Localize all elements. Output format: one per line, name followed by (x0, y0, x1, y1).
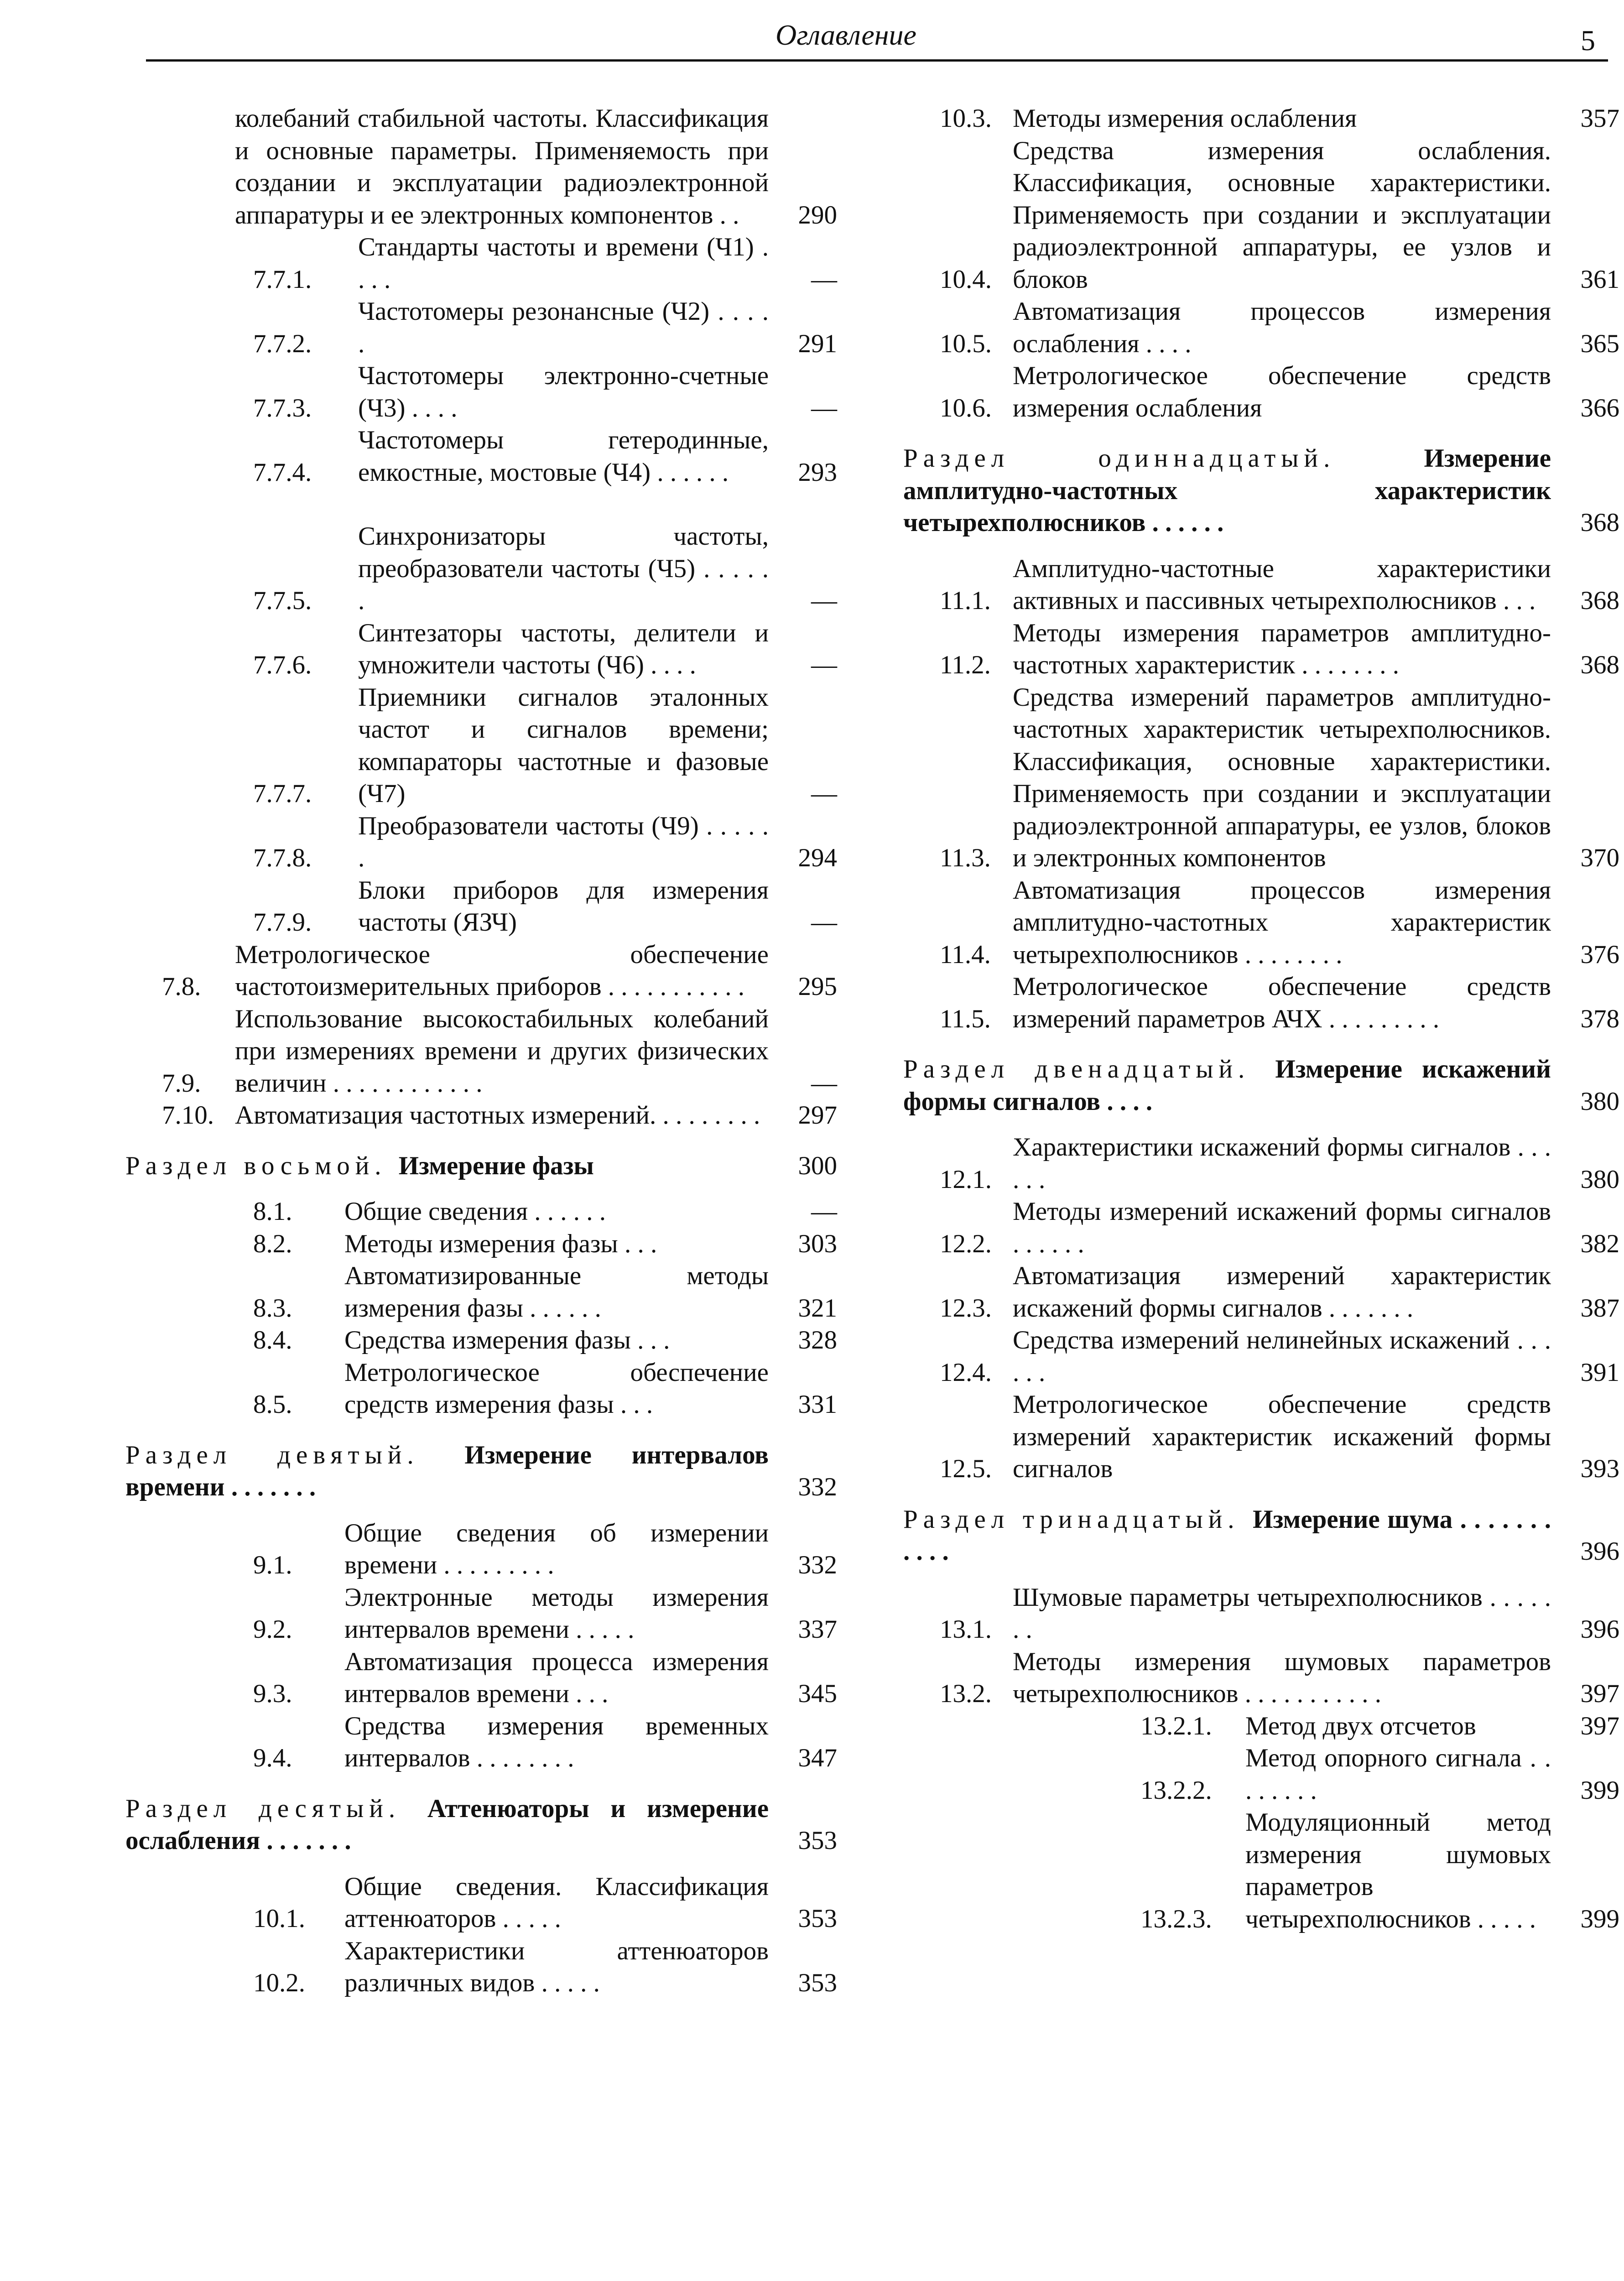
entry-number: 12.3. (940, 1293, 992, 1323)
entry-title: Использование высокостабильных колебаний при измерениях времени и других физических величин . . . . . . . . . . . . (235, 1004, 769, 1098)
entry-page-number: — (811, 908, 837, 937)
section-name: Измерение искажений формы сигналов . . . . (903, 1055, 1551, 1116)
toc-entry (903, 360, 1619, 424)
entry-page-number: 365 (1580, 329, 1619, 358)
entry-title: Синтезаторы частоты, делители и умножители частоты (Ч6) . . . . (358, 618, 769, 679)
toc-entry (903, 103, 1619, 135)
toc-entry (903, 1260, 1619, 1324)
entry-title: Средства измерений параметров амплитудно-частотных характеристик четырехполюсников. Классификация, основные характеристики. Применяемость при создании и эксплуатации радиоэлектронной аппаратуры, ее узлов, блоков и электронных компонентов (1013, 682, 1551, 872)
entry-page-number: 328 (798, 1326, 837, 1354)
entry-title: Средства измерений нелинейных искажений . . . . . . (1013, 1326, 1551, 1387)
entry-page-number: 297 (798, 1101, 837, 1130)
entry-title: Общие сведения. Классификация аттенюаторов . . . . . (344, 1872, 769, 1933)
entry-page-number: — (811, 651, 837, 679)
entry-title: Метрологическое обеспечение частотоизмерительных приборов . . . . . . . . . . . (235, 940, 769, 1001)
toc-entry (125, 1935, 837, 2000)
entry-page-number: — (811, 265, 837, 294)
entry-number: 9.1. (253, 1551, 292, 1579)
toc-entry (125, 424, 837, 489)
entry-number: 7.7.8. (253, 844, 312, 872)
entry-number: 12.2. (940, 1229, 992, 1258)
entry-title: Автоматизация частотных измерений. . . . . . . . . (235, 1101, 760, 1130)
section-title (903, 1053, 1551, 1118)
entry-title: Методы измерения ослабления (1013, 104, 1357, 133)
section-title (125, 1150, 769, 1182)
entry-title: Частотомеры резонансные (Ч2) . . . . . (358, 297, 769, 358)
entry-number: 10.1. (253, 1904, 305, 1933)
entry-number: 13.2.1. (1140, 1711, 1212, 1740)
entry-number: 8.1. (253, 1197, 292, 1226)
toc-entry (903, 1742, 1619, 1807)
entry-number: 11.3. (940, 844, 991, 872)
toc-entry (125, 939, 837, 1003)
entry-page-number: 293 (798, 458, 837, 487)
entry-title: Приемники сигналов эталонных частот и сигналов времени; компараторы частотные и фазовые (Ч7) (358, 682, 769, 808)
entry-title: Средства измерения временных интервалов . . . . . . . . (344, 1711, 769, 1772)
entry-page-number: 353 (798, 1969, 837, 1997)
toc-column-left (125, 103, 837, 2000)
entry-number: 11.1. (940, 586, 991, 615)
toc-section-heading (903, 443, 1619, 539)
entry-page-number: 332 (798, 1473, 837, 1501)
entry-page-number: 368 (1580, 651, 1619, 679)
toc-section-heading (125, 1439, 837, 1504)
entry-title: Общие сведения об измерении времени . . . . . . . . . (344, 1518, 769, 1579)
toc-entry (125, 1260, 837, 1324)
toc-entry (125, 103, 837, 231)
entry-number: 9.4. (253, 1744, 292, 1772)
entry-title: Метрологическое обеспечение средств измерений параметров АЧХ . . . . . . . . . (1013, 972, 1551, 1033)
entry-number: 7.7.6. (253, 651, 312, 679)
entry-page-number: 353 (798, 1904, 837, 1933)
entry-title: Стандарты частоты и времени (Ч1) . . . . (358, 233, 769, 294)
entry-number: 11.2. (940, 651, 991, 679)
entry-number: 10.6. (940, 393, 992, 422)
toc-entry (125, 1517, 837, 1582)
entry-number: 7.7.4. (253, 458, 312, 487)
entry-page-number: 397 (1580, 1711, 1619, 1740)
entry-number: 9.2. (253, 1615, 292, 1644)
entry-title: Автоматизация процессов измерения амплитудно-частотных характеристик четырехполюсников . . . . . . . . (1013, 875, 1551, 969)
entry-page-number: 357 (1580, 104, 1619, 133)
toc-entry (125, 1196, 837, 1228)
entry-number: 7.7.2. (253, 329, 312, 358)
toc-section-heading (903, 1504, 1619, 1568)
entry-number: 12.5. (940, 1454, 992, 1483)
entry-title: Средства измерения фазы . . . (344, 1326, 670, 1354)
entry-title: Методы измерения шумовых параметров четырехполюсников . . . . . . . . . . . (1013, 1647, 1551, 1708)
entry-number: 12.4. (940, 1358, 992, 1387)
toc-entry (903, 617, 1619, 682)
toc-entry (903, 682, 1619, 875)
entry-page-number: 321 (798, 1293, 837, 1323)
section-label: Раздел девятый. (125, 1440, 465, 1469)
toc-entry (125, 521, 837, 617)
entry-number: 7.10. (162, 1101, 214, 1130)
entry-title: Характеристики аттенюаторов различных видов . . . . . (344, 1936, 769, 1997)
entry-title: колебаний стабильной частоты. Классификация и основные параметры. Применяемость при создании и эксплуатации радиоэлектронной аппаратуры и ее электронных компонентов . . (235, 104, 769, 229)
toc-entry (125, 360, 837, 424)
entry-title: Метод двух отсчетов (1245, 1711, 1476, 1740)
entry-title: Частотомеры гетеродинные, емкостные, мостовые (Ч4) . . . . . . (358, 426, 769, 487)
header-rule (146, 59, 1608, 62)
entry-number: 8.2. (253, 1229, 292, 1258)
toc-entry (903, 553, 1619, 617)
toc-entry (125, 1228, 837, 1260)
entry-number: 8.4. (253, 1326, 292, 1354)
toc-entry (125, 810, 837, 875)
toc-entry (903, 1582, 1619, 1646)
entry-title: Общие сведения . . . . . . (344, 1197, 606, 1226)
section-name: Измерение шума . . . . . . . . . . . (903, 1505, 1551, 1566)
section-label: Раздел тринадцатый. (903, 1505, 1253, 1534)
entry-title: Характеристики искажений формы сигналов . . . . . . (1013, 1133, 1551, 1194)
section-title (125, 1793, 769, 1857)
entry-number: 11.4. (940, 940, 991, 969)
toc-entry (903, 135, 1619, 296)
entry-title: Блоки приборов для измерения частоты (ЯЗЧ) (358, 875, 769, 937)
toc-entry (125, 1582, 837, 1646)
entry-page-number: 345 (798, 1679, 837, 1708)
entry-page-number: 387 (1580, 1293, 1619, 1323)
toc-section-heading (125, 1150, 837, 1182)
entry-page-number: 370 (1580, 844, 1619, 872)
entry-title: Методы измерения параметров амплитудно-частотных характеристик . . . . . . . . (1013, 618, 1551, 679)
entry-number: 13.2.3. (1140, 1904, 1212, 1933)
entry-page-number: 382 (1580, 1229, 1619, 1258)
entry-number: 8.3. (253, 1293, 292, 1323)
entry-page-number: 393 (1580, 1454, 1619, 1483)
page-number: 5 (1581, 24, 1595, 57)
entry-title: Автоматизация процесса измерения интервалов времени . . . (344, 1647, 769, 1708)
entry-page-number: — (811, 586, 837, 615)
entry-page-number: 290 (798, 200, 837, 229)
section-title (903, 443, 1551, 539)
entry-page-number: 353 (798, 1826, 837, 1855)
entry-page-number: 332 (798, 1551, 837, 1579)
toc-entry (125, 1710, 837, 1775)
entry-number: 9.3. (253, 1679, 292, 1708)
entry-number: 7.7.7. (253, 779, 312, 808)
entry-page-number: 396 (1580, 1537, 1619, 1566)
entry-page-number: 378 (1580, 1004, 1619, 1033)
toc-entry (125, 1357, 837, 1421)
toc-entry (903, 1131, 1619, 1196)
entry-number: 7.7.9. (253, 908, 312, 937)
section-title (125, 1439, 769, 1504)
entry-page-number: 366 (1580, 393, 1619, 422)
spacer (125, 489, 837, 521)
section-label: Раздел десятый. (125, 1794, 427, 1823)
entry-page-number: 303 (798, 1229, 837, 1258)
section-label: Раздел восьмой. (125, 1151, 399, 1180)
toc-entry (903, 875, 1619, 971)
entry-page-number: 391 (1580, 1358, 1619, 1387)
entry-page-number: 399 (1580, 1776, 1619, 1805)
toc-entry (125, 1646, 837, 1710)
entry-page-number: 294 (798, 844, 837, 872)
toc-entry (125, 231, 837, 296)
entry-number: 10.4. (940, 265, 992, 294)
toc-column-right (903, 103, 1619, 1935)
toc-entry (903, 1807, 1619, 1935)
entry-page-number: 399 (1580, 1904, 1619, 1933)
entry-number: 10.5. (940, 329, 992, 358)
toc-entry (903, 1196, 1619, 1260)
toc-entry (125, 682, 837, 810)
entry-page-number: 291 (798, 329, 837, 358)
entry-title: Метрологическое обеспечение средств измерения фазы . . . (344, 1358, 769, 1419)
entry-number: 12.1. (940, 1165, 992, 1194)
section-title (903, 1504, 1551, 1568)
toc-entry (903, 971, 1619, 1035)
toc-entry (125, 1003, 837, 1100)
toc-entry (125, 296, 837, 360)
entry-title: Метрологическое обеспечение средств измерений характеристик искажений формы сигналов (1013, 1390, 1551, 1483)
entry-page-number: 380 (1580, 1165, 1619, 1194)
toc-entry (125, 1871, 837, 1935)
toc-entry (125, 875, 837, 939)
entry-title: Автоматизация измерений характеристик искажений формы сигналов . . . . . . . (1013, 1261, 1551, 1323)
entry-number: 10.2. (253, 1969, 305, 1997)
entry-number: 11.5. (940, 1004, 991, 1033)
entry-page-number: — (811, 779, 837, 808)
entry-title: Электронные методы измерения интервалов времени . . . . . (344, 1583, 769, 1644)
entry-number: 8.5. (253, 1390, 292, 1419)
section-name: Измерение амплитудно-частотных характеристик четырехполюсников . . . . . . (903, 444, 1551, 537)
entry-title: Метрологическое обеспечение средств измерения ослабления (1013, 361, 1551, 422)
toc-section-heading (125, 1793, 837, 1857)
toc-entry (125, 1324, 837, 1357)
entry-title: Преобразователи частоты (Ч9) . . . . . . (358, 811, 769, 872)
entry-title: Средства измерения ослабления. Классификация, основные характеристики. Применяемость при создании и эксплуатации радиоэлектронной аппаратуры, ее узлов и блоков (1013, 136, 1551, 294)
toc-entry (903, 296, 1619, 360)
section-name: Аттенюаторы и измерение ослабления . . . . . . . (125, 1794, 769, 1855)
entry-title: Модуляционный метод измерения шумовых параметров четырехполюсников . . . . . (1245, 1808, 1551, 1933)
toc-section-heading (903, 1053, 1619, 1118)
entry-number: 7.7.3. (253, 393, 312, 422)
entry-page-number: 300 (798, 1151, 837, 1180)
entry-page-number: — (811, 1068, 837, 1098)
entry-number: 10.3. (940, 104, 992, 133)
toc-entry (125, 1099, 837, 1132)
entry-title: Синхронизаторы частоты, преобразователи частоты (Ч5) . . . . . . (358, 522, 769, 615)
toc-entry (903, 1710, 1619, 1743)
entry-page-number: — (811, 1197, 837, 1226)
entry-title: Методы измерения фазы . . . (344, 1229, 657, 1258)
entry-title: Методы измерений искажений формы сигналов . . . . . . (1013, 1197, 1551, 1258)
entry-page-number: 347 (798, 1744, 837, 1772)
entry-page-number: 337 (798, 1615, 837, 1644)
section-name: Измерение интервалов времени . . . . . . . (125, 1440, 769, 1501)
entry-page-number: 368 (1580, 508, 1619, 537)
entry-number: 7.9. (162, 1068, 201, 1098)
entry-title: Автоматизация процессов измерения ослабления . . . . (1013, 297, 1551, 358)
entry-number: 13.2. (940, 1679, 992, 1708)
entry-title: Частотомеры электронно-счетные (Ч3) . . . . (358, 361, 769, 422)
entry-number: 7.7.5. (253, 586, 312, 615)
toc-entry (903, 1324, 1619, 1389)
entry-number: 13.1. (940, 1615, 992, 1644)
entry-page-number: — (811, 393, 837, 422)
entry-page-number: 295 (798, 972, 837, 1001)
entry-page-number: 331 (798, 1390, 837, 1419)
entry-number: 7.7.1. (253, 265, 312, 294)
section-name: Измерение фазы (398, 1151, 594, 1180)
toc-entry (903, 1646, 1619, 1710)
entry-title: Метод опорного сигнала . . . . . . . . (1245, 1744, 1551, 1805)
entry-page-number: 361 (1580, 265, 1619, 294)
toc-entry (125, 617, 837, 682)
entry-title: Автоматизированные методы измерения фазы . . . . . . (344, 1261, 769, 1323)
entry-page-number: 376 (1580, 940, 1619, 969)
entry-page-number: 396 (1580, 1615, 1619, 1644)
entry-number: 13.2.2. (1140, 1776, 1212, 1805)
entry-title: Шумовые параметры четырехполюсников . . . . . . . (1013, 1583, 1551, 1644)
section-label: Раздел двенадцатый. (903, 1055, 1275, 1083)
entry-page-number: 368 (1580, 586, 1619, 615)
entry-number: 7.8. (162, 972, 201, 1001)
page-header-title: Оглавление (776, 19, 916, 51)
toc-entry (903, 1389, 1619, 1485)
entry-page-number: 397 (1580, 1679, 1619, 1708)
section-label: Раздел одиннадцатый. (903, 444, 1424, 473)
entry-page-number: 380 (1580, 1087, 1619, 1116)
entry-title: Амплитудно-частотные характеристики активных и пассивных четырехполюсников . . . (1013, 554, 1551, 615)
